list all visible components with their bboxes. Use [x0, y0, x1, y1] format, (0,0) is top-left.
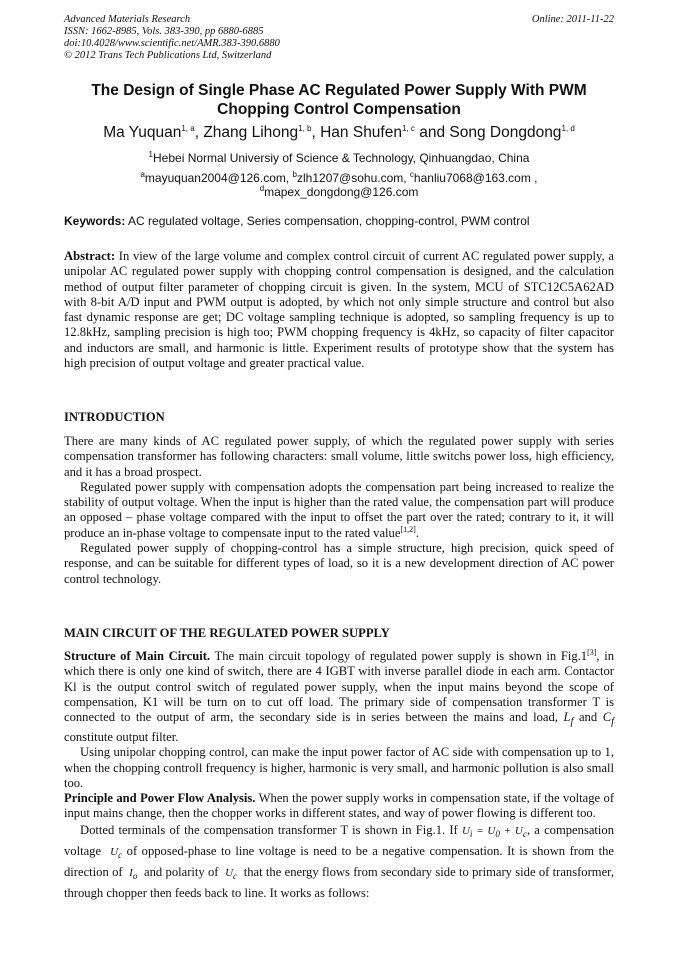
paragraph-text: Regulated power supply with compensation adopts the compensation part being increased to realize the stability of output voltage. When the input is higher than the rated value, the compensation part will produce an opposed – phase voltage compared with the input to offset the part over the rated; contrary to it, it will produce an in-phase voltage to compensate input to the rated value — [64, 479, 614, 540]
email[interactable]: zlh1207@sohu.com, — [297, 171, 407, 185]
author-name: Ma Yuquan — [103, 124, 182, 141]
affiliation-text: Hebei Normal Universiy of Science & Technology, Qinhuangdao, China — [153, 151, 530, 165]
paragraph-text: is shown from the direction of — [64, 843, 614, 880]
abstract — [64, 249, 614, 371]
journal-header — [64, 14, 614, 62]
author-sup: 1, b — [298, 123, 312, 133]
author-sup: 1, c — [401, 123, 415, 133]
paragraph-text: and polarity of — [144, 865, 219, 880]
email[interactable]: mayuquan2004@126.com, — [144, 171, 290, 185]
paragraph-text: The main circuit topology of regulated power supply is shown in Fig.1 — [214, 649, 588, 663]
paragraph: There are many kinds of AC regulated power supply, of which the regulated power supply with series compensation transformer has following characters: small volume, little switchs power loss, high efficiency, and it has a broad prospect. — [64, 434, 614, 479]
doi: doi:10.4028/www.scientific.net/AMR.383-390.6880 — [64, 38, 280, 49]
copyright: © 2012 Trans Tech Publications Ltd, Switzerland — [64, 50, 272, 61]
issn: ISSN: 1662-8985, Vols. 383-390, pp 6880-6885 — [64, 26, 264, 37]
author-sup: 1, d — [561, 123, 575, 133]
title-line-2: Chopping Control Compensation — [217, 101, 461, 118]
symbol-cf: $C_f$ — [602, 710, 615, 728]
email[interactable]: mapex_dongdong@126.com — [264, 185, 419, 199]
author-name: Zhang Lihong — [203, 124, 299, 141]
symbol-io: $I_o$ — [129, 867, 138, 882]
symbol-lf: $L_f$ — [563, 710, 574, 728]
paragraph-text: , in which there is only one kind of switch, there are 4 IGBT with inverse parallel diode in each arm. Contactor Kl is the output control switch of regulated power supply, when the input mains beyond the scope of compensation, K1 will be turn on to cut off load. The primary side of compensation transformer T is connected to the output of arm, the secondary side is in series between the mains and load, — [64, 649, 615, 725]
paragraph — [64, 822, 614, 903]
paragraph: Regulated power supply with compensation adopts the compensation part being increased to realize the stability of output voltage. When the input is higher than the rated value, the compensation part will produce an opposed – phase voltage compared with the input to offset the part over the rated; contrary to it, it will produce an in-phase voltage to compensate input to the rated value[1,2]. — [64, 479, 614, 540]
paragraph: Regulated power supply of chopping-control has a simple structure, high precision, quick speed of response, and can be suitable for different types of load, so it is a new development direction of AC power control technology. — [64, 541, 614, 586]
journal-name: Advanced Materials Research — [64, 14, 191, 25]
paragraph-text: constitute output filter. — [64, 730, 179, 744]
paragraph-text: and — [578, 710, 598, 725]
author-name: Han Shufen — [320, 124, 402, 141]
paragraph-text: compensation voltage — [64, 822, 615, 858]
email-sup: a — [140, 170, 145, 179]
paragraph-text: that the energy flows from secondary side to — [243, 865, 469, 880]
paragraph: Using unipolar chopping control, can make the input power factor of AC side with compensation up to 1, when the chopping controll frequency is higher, harmonic is very small, and harmonic pollution is also small too. — [64, 745, 614, 790]
section-heading-introduction: INTRODUCTION — [64, 410, 165, 424]
online-date: Online: 2011-11-22 — [531, 14, 614, 25]
authors-and: and — [419, 124, 446, 141]
email-sup: d — [259, 184, 265, 193]
author-list: Ma Yuquan$^{1, a}$, Zhang Lihong$^{1, b}$, Han Shufen$^{1, c}$ and Song Dongdong$^{1, d}$ — [103, 123, 575, 141]
email-sup: c — [409, 170, 414, 179]
keywords — [64, 214, 614, 228]
abstract-text: In view of the large volume and complex control circuit of current AC regulated power supply, a unipolar AC regulated power supply with chopping control compensation is designed, and the calculation method of output filter parameter of chopping circuit is given. In the system, MCU of STC12C5A62AD with 8-bit A/D input and PWM output is adopted, by which not only simple structure and control but also fast dynamic response are get; DC voltage sampling technique is adopted, so sampling frequency is up to 12.8kHz, sampling precision is high too; PWM chopping frequency is 4kHz, so capacity of filter capacitor and inductors are small, and harmonic is little. Experiment results of prototype show that the system has high precision of output voltage and greater practical value. — [64, 249, 614, 371]
email-list — [64, 171, 614, 199]
paragraph-text: primary side of transformer, through chopper then feeds back to line. It works as follows: — [64, 865, 615, 901]
author-name: Song Dongdong — [449, 124, 562, 141]
keywords-label: Keywords: — [64, 214, 126, 228]
citation: [1,2] — [400, 524, 416, 534]
email[interactable]: hanliu7068@163.com , — [413, 171, 538, 185]
paper-title — [64, 81, 614, 119]
email-sup: b — [292, 170, 297, 179]
abstract-label: Abstract: — [64, 249, 116, 263]
equation: $U_i = U_0 + U_c$ — [461, 824, 527, 839]
main-circuit-body — [64, 649, 614, 902]
citation: [3] — [587, 647, 597, 657]
paragraph-text: , a — [526, 822, 540, 837]
author-sup: 1, a — [181, 123, 195, 133]
introduction-body — [64, 434, 614, 587]
symbol-uc: $U_c$ — [225, 867, 238, 882]
affiliation — [64, 151, 614, 165]
symbol-uc: $U_c$ — [110, 845, 123, 861]
subheading-principle: Principle and Power Flow Analysis. — [64, 791, 256, 806]
paragraph — [64, 649, 614, 745]
paragraph — [64, 791, 614, 822]
paragraph-text: Dotted terminals of the compensation transformer T is shown in Fig.1. If — [80, 822, 458, 837]
affiliation-sup: 1 — [148, 150, 153, 159]
keywords-text: AC regulated voltage, Series compensation, chopping-control, PWM control — [128, 214, 530, 228]
paragraph-text: When the power supply works in compensation state, if the voltage of input mains change, then the chopper works in different states, and way of power flowing is different too. — [64, 791, 615, 821]
paragraph-text: of opposed-phase to line voltage is need to be a negative compensation. It — [126, 843, 515, 858]
title-line-1: The Design of Single Phase AC Regulated Power Supply With PWM — [91, 82, 587, 99]
section-heading-main-circuit: MAIN CIRCUIT OF THE REGULATED POWER SUPPLY — [64, 626, 390, 640]
subheading-structure: Structure of Main Circuit. — [64, 649, 211, 663]
